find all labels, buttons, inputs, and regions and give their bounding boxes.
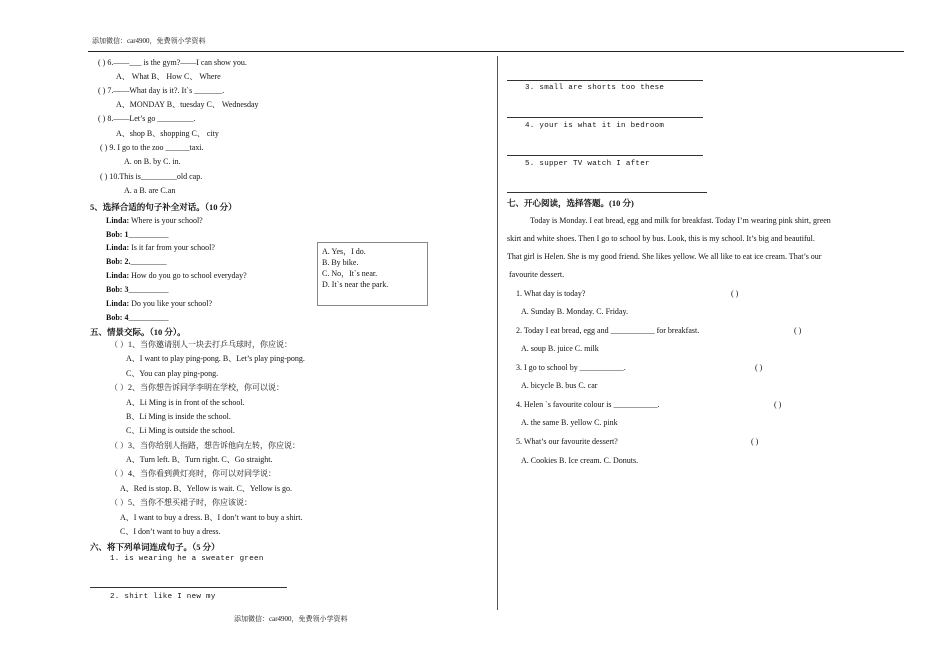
situation-q1-opts-2: C、You can play ping-pong. — [126, 369, 219, 378]
situation-q2-opt-c: C、Li Ming is outside the school. — [126, 426, 235, 435]
passage-line-2: skirt and white shoes. Then I go to school by bus. Look, this is my school. It’s big and beautiful. — [507, 234, 815, 243]
word-order-5: 5. supper TV watch I after — [525, 160, 650, 168]
passage-line-3: That girl is Helen. She is my good friend. She likes yellow. We all like to eat ice cream. That’s our — [507, 252, 822, 261]
situation-q1: （ ）1、当你邀请别人一块去打乒乓球时，你应说： — [110, 340, 292, 349]
reading-q4-opts: A. the same B. yellow C. pink — [521, 418, 618, 427]
passage-line-1: Today is Monday. I eat bread, egg and milk for breakfast. Today I’m wearing pink shirt, green — [530, 216, 831, 225]
mc-question-6: ( ) 6.——___ is the gym?——I can show you. — [98, 58, 247, 67]
situation-q3: （ ）3、当你给别人指路，想告诉他向左转，你应说： — [110, 441, 300, 450]
mc-question-9: ( ) 9. I go to the zoo ______taxi. — [100, 143, 204, 152]
dialog-line-3: Linda: Is it far from your school? — [106, 243, 215, 252]
box-choice-c: C. No，It`s near. — [322, 269, 378, 278]
reading-q1-opts: A. Sunday B. Monday. C. Friday. — [521, 307, 628, 316]
section-qi-title: 七、开心阅读，选择答题。(10 分) — [507, 198, 634, 208]
section-liu-title: 六、将下列单词连成句子。（5 分） — [90, 542, 220, 552]
situation-q5-opts-1: A、I want to buy a dress. B、I don’t want to buy a shirt. — [120, 513, 303, 522]
situation-q5-opts-2: C、I don’t want to buy a dress. — [120, 527, 221, 536]
footer-note: 添加微信：car4900，免费领小学资料 — [234, 615, 348, 623]
reading-q5-opts: A. Cookies B. Ice cream. C. Donuts. — [521, 456, 639, 465]
word-order-4: 4. your is what it in bedroom — [525, 122, 665, 130]
word-order-1: 1. is wearing he a sweater green — [110, 555, 264, 563]
situation-q3-opts: A、Turn left. B、Turn right. C、Go straight. — [126, 455, 273, 464]
reading-q3-paren: ( ) — [755, 363, 763, 372]
reading-q2-paren: ( ) — [794, 326, 802, 335]
answer-line-2 — [507, 80, 703, 81]
column-divider — [497, 56, 498, 610]
mc-options-8: A、shop B、shopping C、 city — [116, 129, 219, 138]
reading-q4-paren: ( ) — [774, 400, 782, 409]
dialog-line-7: Linda: Do you like your school? — [106, 299, 212, 308]
box-choice-a: A. Yes，I do. — [322, 247, 366, 256]
reading-q2-opts: A. soup B. juice C. milk — [521, 344, 599, 353]
situation-q5: （ ）5、当你不想买裙子时，你应该说： — [110, 498, 252, 507]
mc-question-8: ( ) 8.——Let’s go _________. — [98, 114, 196, 123]
dialog-line-5: Linda: How do you go to school everyday? — [106, 271, 247, 280]
reading-q5-paren: ( ) — [751, 437, 759, 446]
situation-q2-opt-a: A、Li Ming is in front of the school. — [126, 398, 245, 407]
header-note: 添加微信：car4900，免费领小学资料 — [92, 37, 206, 45]
situation-q4: （ ）4、当你看到黄灯亮时，你可以对同学说： — [110, 469, 276, 478]
reading-q1-paren: ( ) — [731, 289, 739, 298]
mc-options-9: A. on B. by C. in. — [124, 157, 181, 166]
situation-q2: （ ）2、当你想告诉同学李明在学校，你可以说： — [110, 383, 284, 392]
reading-q4: 4. Helen `s favourite colour is ___________. — [516, 400, 660, 409]
word-order-3: 3. small are shorts too these — [525, 84, 665, 92]
box-choice-b: B. By bike. — [322, 258, 359, 267]
mc-question-7: ( ) 7.——What day is it?. It`s _______. — [98, 86, 225, 95]
situation-q1-opts-1: A、I want to play ping-pong. B、Let’s play ping-pong. — [126, 354, 305, 363]
mc-options-7: A、MONDAY B、tuesday C、 Wednesday — [116, 100, 259, 109]
reading-q5: 5. What’s our favourite dessert? — [516, 437, 618, 446]
situation-q4-opts: A、Red is stop. B、Yellow is wait. C、Yellow is go. — [120, 484, 292, 493]
reading-q1: 1. What day is today? — [516, 289, 586, 298]
reading-q3-opts: A. bicycle B. bus C. car — [521, 381, 598, 390]
header-rule — [88, 51, 904, 52]
dialog-line-1: Linda: Where is your school? — [106, 216, 203, 225]
answer-line-5 — [507, 192, 707, 193]
word-order-2: 2. shirt like I new my — [110, 593, 216, 601]
situation-q2-opt-b: B、Li Ming is inside the school. — [126, 412, 231, 421]
answer-line-4 — [507, 155, 703, 156]
answer-line-1 — [90, 587, 287, 588]
dialog-line-4: Bob: 2._________ — [106, 257, 167, 266]
reading-q2: 2. Today I eat bread, egg and ___________ for breakfast. — [516, 326, 700, 335]
dialog-line-6: Bob: 3__________ — [106, 285, 169, 294]
answer-line-3 — [507, 117, 703, 118]
mc-options-6: A、 What B、 How C、 Where — [116, 72, 221, 81]
box-choice-d: D. It`s near the park. — [322, 280, 389, 289]
passage-line-4: favourite dessert. — [509, 270, 565, 279]
mc-options-10: A. a B. are C.an — [124, 186, 176, 195]
section-5-title: 5、选择合适的句子补全对话。（10 分） — [90, 202, 237, 212]
dialog-line-8: Bob: 4__________ — [106, 313, 169, 322]
reading-q3: 3. I go to school by ___________. — [516, 363, 626, 372]
section-wu-title: 五、情景交际。（10 分）。 — [90, 327, 186, 337]
dialog-line-2: Bob: 1__________ — [106, 230, 169, 239]
mc-question-10: ( ) 10.This is_________old cap. — [100, 172, 203, 181]
